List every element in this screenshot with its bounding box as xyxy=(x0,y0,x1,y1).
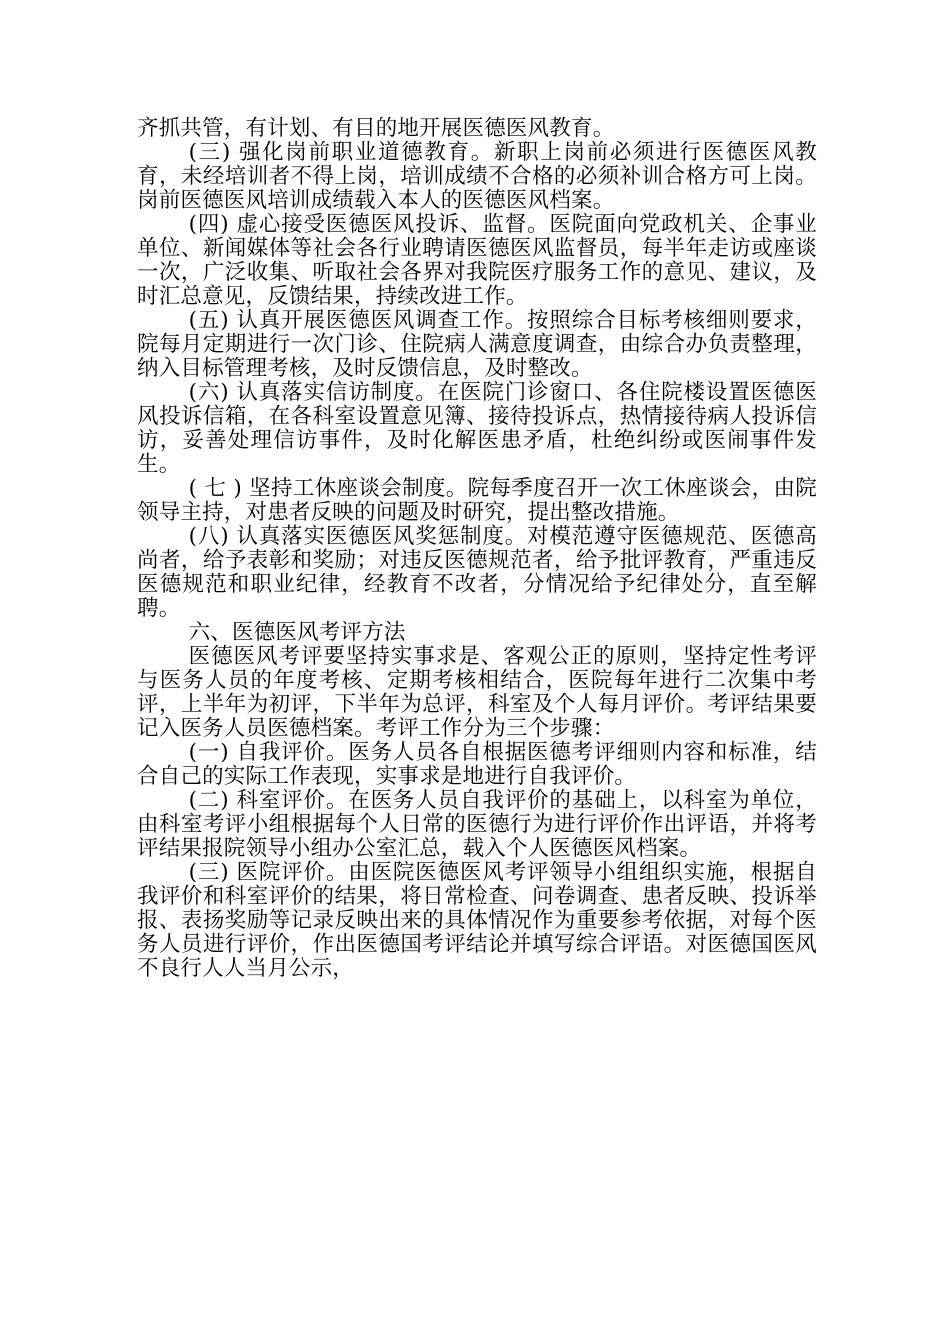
paragraph-self-evaluation: (一) 自我评价。医务人员各自根据医德考评细则内容和标准，结合自己的实际工作表现，实事求是地进行自我评价。 xyxy=(137,740,817,789)
paragraph-survey-work: (五) 认真开展医德医风调查工作。按照综合目标考核细则要求，院每月定期进行一次门诊、住院病人满意度调查，由综合办负责整理，纳入目标管理考核，及时反馈信息，及时整改。 xyxy=(137,308,817,381)
section-heading-evaluation-method: 六、医德医风考评方法 xyxy=(188,620,406,645)
paragraph-patient-forum: ( 七 ) 坚持工休座谈会制度。院每季度召开一次工休座谈会，由院领导主持，对患者反映的问题及时研究，提出整改措施。 xyxy=(137,476,817,525)
paragraph-complaint-supervision: (四) 虚心接受医德医风投诉、监督。医院面向党政机关、企事业单位、新闻媒体等社会各行业聘请医德医风监督员，每半年走访或座谈一次，广泛收集、听取社会各界对我院医疗服务工作的意见、建议，及时汇总意见，反馈结果，持续改进工作。 xyxy=(137,212,817,309)
paragraph-hospital-evaluation: (三) 医院评价。由医院医德医风考评领导小组组织实施，根据自我评价和科室评价的结果，将日常检查、问卷调查、患者反映、投诉举报、表扬奖励等记录反映出来的具体情况作为重要参考依据，对每个医务人员进行评价，作出医德国考评结论并填写综合评语。对医德国医风不良行人人当月公示， xyxy=(137,860,817,981)
paragraph-petition-system: (六) 认真落实信访制度。在医院门诊窗口、各住院楼设置医德医风投诉信箱，在各科室设置意见簿、接待投诉点，热情接待病人投诉信访，妥善处理信访事件，及时化解医患矛盾，杜绝纠纷或医闹事件发生。 xyxy=(137,380,817,477)
paragraph-evaluation-principles: 医德医风考评要坚持实事求是、客观公正的原则，坚持定性考评与医务人员的年度考核、定期考核相结合，医院每年进行二次集中考评，上半年为初评，下半年为总评，科室及个人每月评价。考评结果要记入医务人员医德档案。考评工作分为三个步骤： xyxy=(137,644,817,741)
document-body xyxy=(137,117,817,981)
paragraph-department-evaluation: (二) 科室评价。在医务人员自我评价的基础上，以科室为单位，由科室考评小组根据每个人日常的医德行为进行评价作出评语，并将考评结果报院领导小组办公室汇总，载入个人医德医风档案。 xyxy=(137,788,817,861)
paragraph-pre-job-ethics: (三) 强化岗前职业道德教育。新职上岗前必须进行医德医风教育，未经培训者不得上岗，培训成绩不合格的必须补训合格方可上岗。岗前医德医风培训成绩载入本人的医德医风档案。 xyxy=(137,140,817,213)
paragraph-continuation: 齐抓共管，有计划、有目的地开展医德医风教育。 xyxy=(137,116,615,141)
paragraph-rewards-penalties: (八) 认真落实医德医风奖惩制度。对模范遵守医德规范、医德高尚者，给予表彰和奖励；对违反医德规范者，给予批评教育，严重违反医德规范和职业纪律，经教育不改者，分情况给予纪律处分，直至解聘。 xyxy=(137,524,817,621)
